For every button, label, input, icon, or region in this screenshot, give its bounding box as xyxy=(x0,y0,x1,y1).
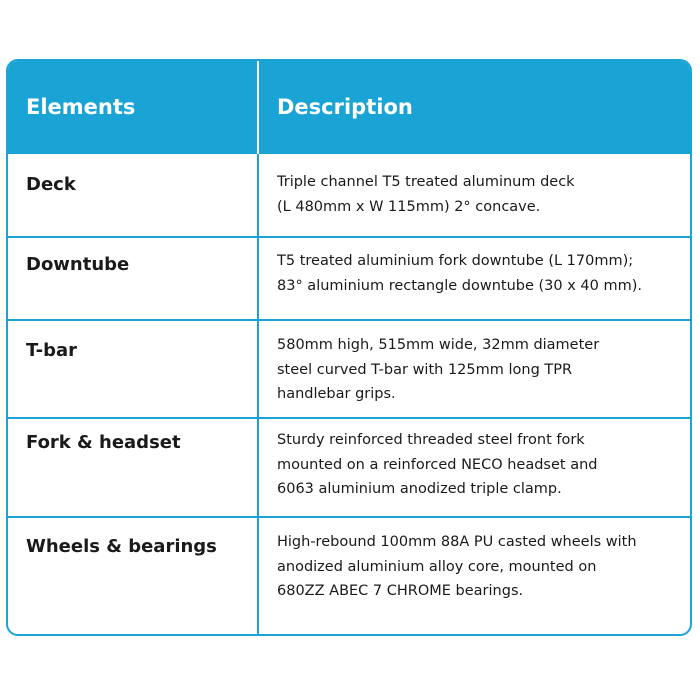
table-row-fork-headset xyxy=(8,419,690,516)
element-description: Sturdy reinforced threaded steel front fork mounted on a reinforced NECO headset and 6063 aluminium anodized triple clamp. xyxy=(277,432,598,497)
header-description: Description xyxy=(277,95,413,119)
element-description: 580mm high, 515mm wide, 32mm diameter steel curved T-bar with 125mm long TPR handlebar grips. xyxy=(277,337,600,402)
table-row-t-bar xyxy=(8,321,690,417)
element-description: High-rebound 100mm 88A PU casted wheels with anodized aluminium alloy core, mounted on 680ZZ ABEC 7 CHROME bearings. xyxy=(277,534,637,599)
header-column-divider xyxy=(257,61,259,154)
table-row-downtube xyxy=(8,238,690,319)
element-name: Downtube xyxy=(26,254,130,275)
element-description: T5 treated aluminium fork downtube (L 170mm); 83° aluminium rectangle downtube (30 x 40 mm). xyxy=(277,253,642,294)
element-name: Wheels & bearings xyxy=(26,536,217,557)
table-row-deck xyxy=(8,154,690,236)
specifications-table xyxy=(6,59,692,636)
table-header-row xyxy=(8,61,690,154)
table-row-wheels-bearings xyxy=(8,518,690,636)
element-name: Deck xyxy=(26,174,76,195)
element-name: T-bar xyxy=(26,340,78,361)
header-elements: Elements xyxy=(26,95,136,119)
element-description: Triple channel T5 treated aluminum deck (L 480mm x W 115mm) 2° concave. xyxy=(277,174,575,215)
element-name: Fork & headset xyxy=(26,432,181,453)
